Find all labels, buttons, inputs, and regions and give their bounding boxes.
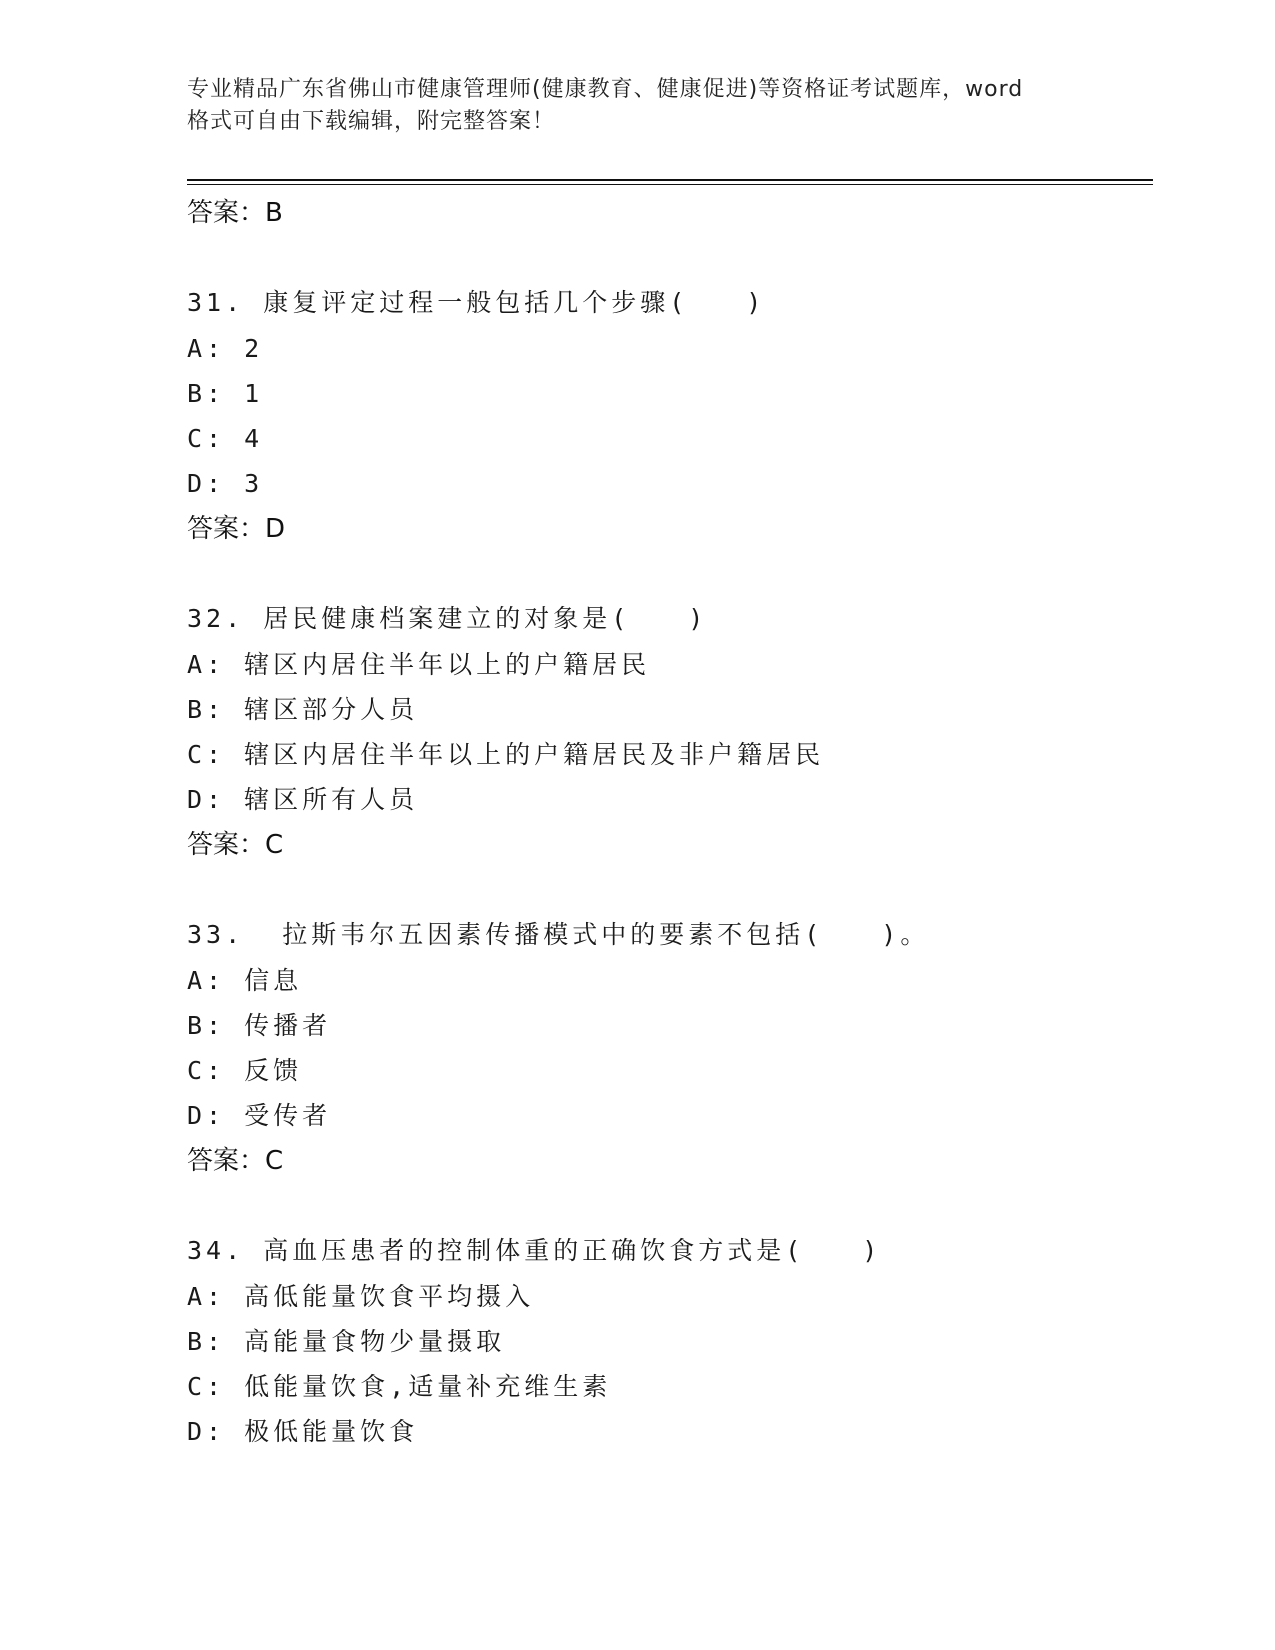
- option-d: D: 辖区所有人员: [187, 785, 419, 814]
- header-divider-thick: [187, 179, 1153, 181]
- option-b: B: 辖区部分人员: [187, 695, 419, 724]
- question-text: 31. 康复评定过程一般包括几个步骤( ): [187, 288, 766, 317]
- option-a: A: 辖区内居住半年以上的户籍居民: [187, 650, 651, 679]
- option-d: D: 受传者: [187, 1101, 332, 1130]
- header-line-2: 格式可自由下载编辑，附完整答案！: [187, 109, 556, 134]
- option-b: B: 1: [187, 379, 264, 408]
- question-text: 34. 高血压患者的控制体重的正确饮食方式是( ): [187, 1236, 882, 1265]
- option-c: C: 低能量饮食,适量补充维生素: [187, 1372, 612, 1401]
- option-b: B: 传播者: [187, 1011, 332, 1040]
- answer-previous: 答案：B: [187, 198, 283, 228]
- answer: 答案：D: [187, 514, 286, 544]
- option-c: C: 反馈: [187, 1056, 303, 1085]
- option-d: D: 极低能量饮食: [187, 1417, 419, 1446]
- question-text: 33. 拉斯韦尔五因素传播模式中的要素不包括( )。: [187, 920, 930, 949]
- question-text: 32. 居民健康档案建立的对象是( ): [187, 604, 708, 633]
- option-c: C: 辖区内居住半年以上的户籍居民及非户籍居民: [187, 740, 825, 769]
- option-a: A: 高低能量饮食平均摄入: [187, 1282, 535, 1311]
- header-divider-thin: [187, 184, 1153, 185]
- option-c: C: 4: [187, 424, 264, 453]
- question-33: [187, 912, 1153, 1184]
- option-b: B: 高能量食物少量摄取: [187, 1327, 506, 1356]
- answer: 答案：C: [187, 1146, 284, 1176]
- option-a: A: 信息: [187, 966, 303, 995]
- question-32: [187, 596, 1153, 868]
- header-line-1: 专业精品广东省佛山市健康管理师(健康教育、健康促进)等资格证考试题库，word: [187, 77, 1024, 102]
- option-d: D: 3: [187, 469, 264, 498]
- document-header: [187, 74, 1087, 138]
- question-31: [187, 280, 1153, 552]
- answer: 答案：C: [187, 830, 284, 860]
- document-body: [187, 190, 1153, 1498]
- option-a: A: 2: [187, 334, 264, 363]
- question-34: [187, 1228, 1153, 1454]
